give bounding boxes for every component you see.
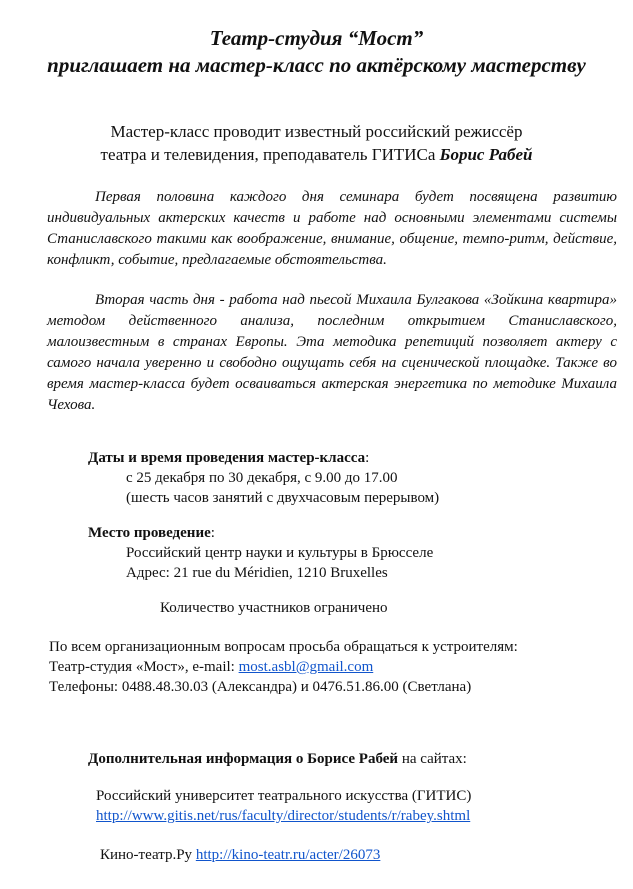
venue-section: Место проведение: Российский центр науки и культуры в Брюсселе Адрес: 21 rue du Méridien, 1210 Bruxelles xyxy=(88,525,434,581)
kino-name: Кино-театр.Ру xyxy=(100,847,196,863)
dates-line-1: с 25 декабря по 30 декабря, с 9.00 до 17.00 xyxy=(126,470,398,486)
gitis-name: Российский университет театрального искусства (ГИТИС) xyxy=(96,788,472,804)
contacts-studio: Театр-студия «Мост», e-mail: xyxy=(49,659,239,675)
paragraph-1 xyxy=(47,187,617,271)
email-link[interactable]: most.asbl@gmail.com xyxy=(238,659,374,675)
subtitle-line-1: Мастер-класс проводит известный российский режиссёр xyxy=(110,122,523,141)
dates-label: Даты и время проведения мастер-класса xyxy=(88,450,366,466)
contacts-section xyxy=(49,637,518,697)
dates-section: Даты и время проведения мастер-класса: с 25 декабря по 30 декабря, с 9.00 до 17.00 (шесть часов занятий с двухчасовым перерывом) xyxy=(88,450,440,506)
more-info-bold: Дополнительная информация о Борисе Рабей xyxy=(88,751,399,767)
title-line-2: приглашает на мастер-класс по актёрскому мастерству xyxy=(47,53,586,77)
venue-label: Место проведение xyxy=(88,525,211,541)
limited-notice: Количество участников ограничено xyxy=(160,600,388,616)
subtitle-line-2 xyxy=(0,143,633,166)
contacts-phones: Телефоны: 0488.48.30.03 (Александра) и 0476.51.86.00 (Светлана) xyxy=(49,679,472,695)
paragraph-1-text: Первая половина каждого дня семинара будет посвящена развитию индивидуальных актерских качеств и работе над основными элементами системы Станиславского такими как воображение, внимание, общение, темпо-ритм, действие, конфликт, событие, предлагаемые обстоятельства. xyxy=(47,189,617,268)
more-info-heading xyxy=(88,749,467,769)
director-name: Борис Рабей xyxy=(439,145,533,164)
venue-line-2: Адрес: 21 rue du Méridien, 1210 Bruxelles xyxy=(126,565,388,581)
subtitle-prefix: театра и телевидения, преподаватель ГИТИСа xyxy=(100,145,440,164)
title-line-1: Театр-студия “Мост” xyxy=(209,26,424,50)
gitis-link[interactable]: http://www.gitis.net/rus/faculty/director/students/r/rabey.shtml xyxy=(96,808,471,824)
kino-link[interactable]: http://kino-teatr.ru/acter/26073 xyxy=(195,847,381,863)
more-info-rest: на сайтах: xyxy=(398,751,467,767)
page-title xyxy=(0,25,633,79)
gitis-section xyxy=(96,786,471,826)
contacts-line-1: По всем организационным вопросам просьба обращаться к устроителям: xyxy=(49,639,518,655)
dates-line-2: (шесть часов занятий с двухчасовым перерывом) xyxy=(126,490,440,506)
paragraph-2-text: Вторая часть дня - работа над пьесой Михаила Булгакова «Зойкина квартира» методом действенного анализа, последним открытием Станиславского, малоизвестным в странах Европы. Эта методика репетиций позволяет актеру с самого начала уверенно и свободно ощущать себя на сценической площадке. Также во время мастер-класса будет осваиваться актерская энергетика по методике Михаила Чехова. xyxy=(47,292,617,413)
subtitle xyxy=(0,120,633,166)
paragraph-2 xyxy=(47,290,617,416)
venue-line-1: Российский центр науки и культуры в Брюсселе xyxy=(126,545,434,561)
kino-section xyxy=(100,845,380,865)
